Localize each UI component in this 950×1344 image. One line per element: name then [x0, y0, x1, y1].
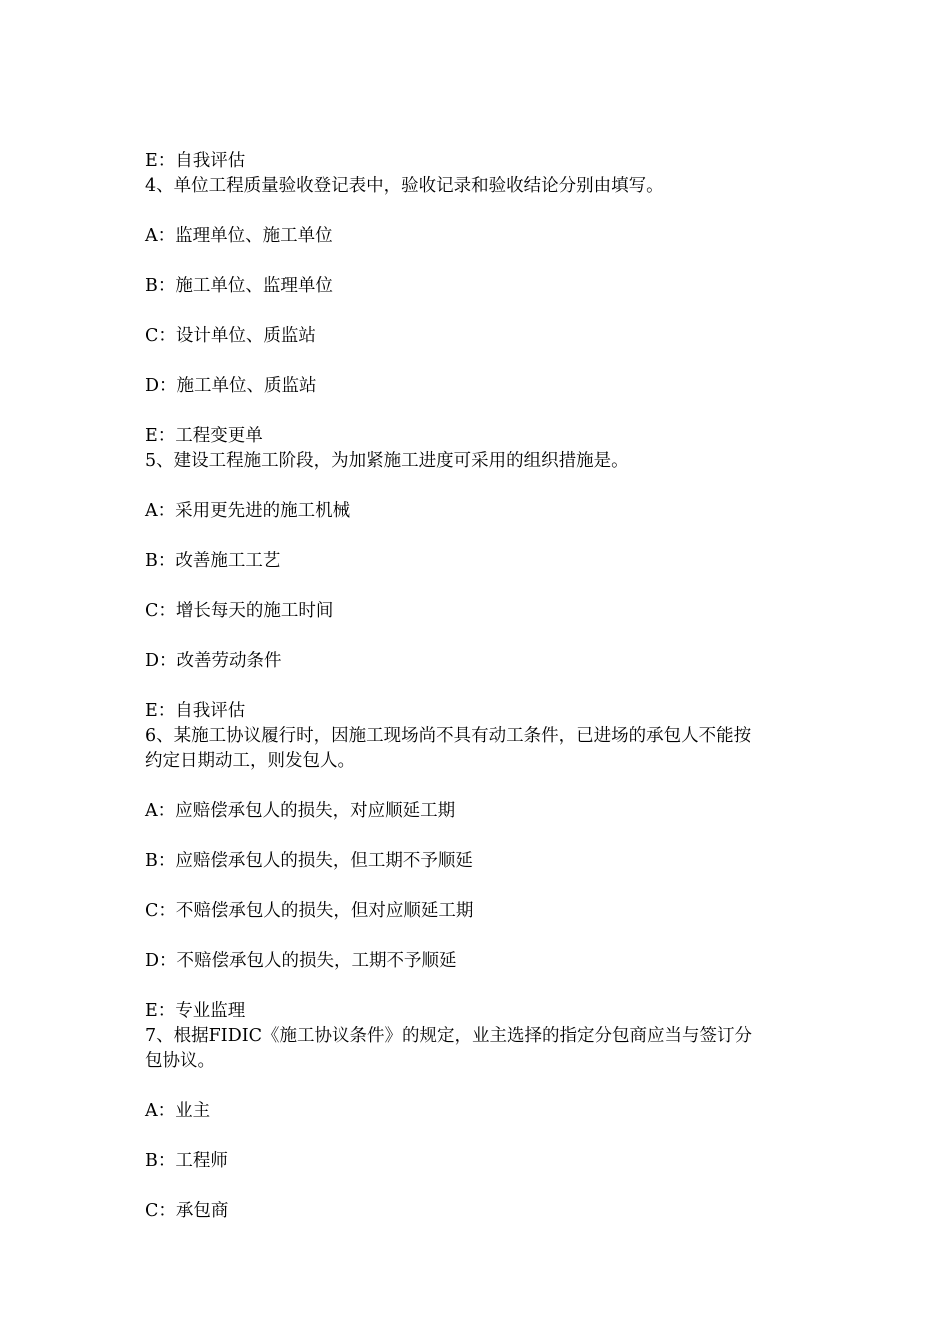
question-6-line-1: 6、某施工协议履行时，因施工现场尚不具有动工条件，已进场的承包人不能按 [145, 726, 752, 746]
option-a-q5: A：采用更先进的施工机械 [145, 501, 351, 521]
question-6-line-2: 约定日期动工，则发包人。 [145, 751, 355, 771]
question-7-line-1: 7、根据FIDIC《施工协议条件》的规定，业主选择的指定分包商应当与签订分 [145, 1026, 753, 1046]
option-c-q4: C：设计单位、质监站 [145, 326, 316, 346]
option-b-q5: B：改善施工工艺 [145, 551, 281, 571]
option-a-q6: A：应赔偿承包人的损失，对应顺延工期 [145, 801, 456, 821]
option-d-q6: D：不赔偿承包人的损失，工期不予顺延 [145, 951, 457, 971]
option-c-q5: C：增长每天的施工时间 [145, 601, 334, 621]
question-4: 4、单位工程质量验收登记表中，验收记录和验收结论分别由填写。 [145, 176, 664, 196]
option-d-q4: D：施工单位、质监站 [145, 376, 317, 396]
option-e-q4: E：工程变更单 [145, 426, 263, 446]
option-c-q7: C：承包商 [145, 1201, 229, 1221]
option-c-q6: C：不赔偿承包人的损失，但对应顺延工期 [145, 901, 474, 921]
question-5: 5、建设工程施工阶段，为加紧施工进度可采用的组织措施是。 [145, 451, 629, 471]
option-b-q6: B：应赔偿承包人的损失，但工期不予顺延 [145, 851, 473, 871]
option-b-q7: B：工程师 [145, 1151, 228, 1171]
option-b-q4: B：施工单位、监理单位 [145, 276, 333, 296]
option-e-q3: E：自我评估 [145, 151, 246, 171]
document-page [145, 149, 815, 1224]
option-e-q5: E：自我评估 [145, 701, 246, 721]
option-a-q7: A：业主 [145, 1101, 211, 1121]
option-d-q5: D：改善劳动条件 [145, 651, 282, 671]
question-7-line-2: 包协议。 [145, 1051, 215, 1071]
option-a-q4: A：监理单位、施工单位 [145, 226, 333, 246]
option-e-q6: E：专业监理 [145, 1001, 246, 1021]
